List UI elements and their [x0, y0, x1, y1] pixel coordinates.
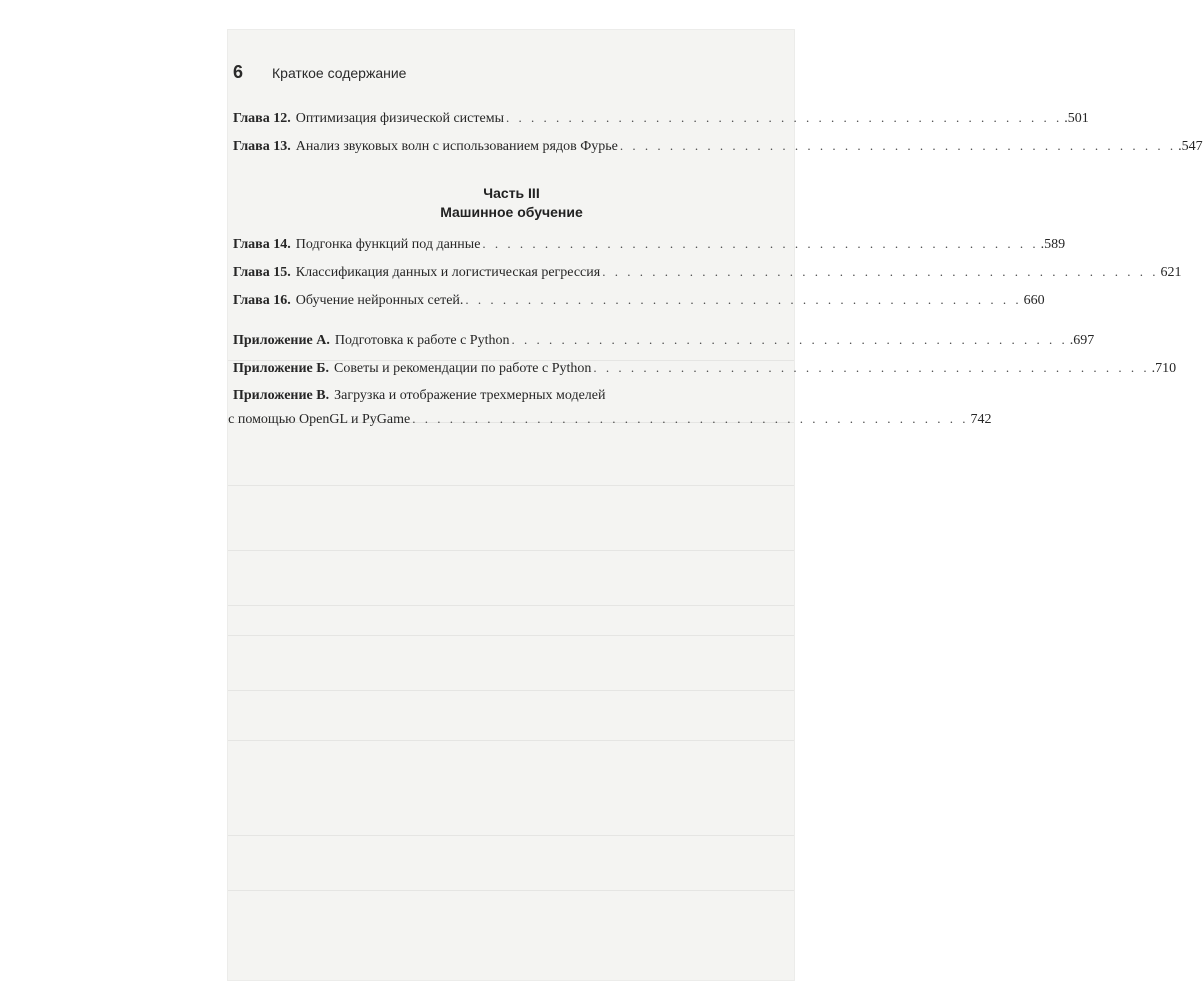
toc-entry[interactable] [228, 388, 992, 428]
appendix-title-line2: с помощью OpenGL и PyGame [228, 412, 411, 427]
appendix-label: Приложение В. [233, 388, 330, 403]
toc-entry[interactable] [233, 236, 1066, 264]
appendix-title: Подготовка к работе с Python [334, 333, 510, 348]
chapter-label: Глава 16. [233, 293, 291, 308]
dot-leader: . . . . . . . . . . . . . . . . . . . . . . . . . . . . . . . . . . . . . . . . . . . . . [412, 411, 969, 426]
dot-leader: . . . . . . . . . . . . . . . . . . . . . . . . . . . . . . . . . . . . . . . . . . . . . [619, 138, 1177, 153]
page-ref: 621 [1160, 265, 1182, 280]
appendix-label: Приложение Б. [233, 361, 330, 376]
dot-leader: . . . . . . . . . . . . . . . . . . . . . . . . . . . . . . . . . . . . . . . . . . . . . [593, 360, 1150, 375]
appendix-title: Советы и рекомендации по работе с Python [334, 361, 592, 376]
chapter-label: Глава 14. [233, 237, 291, 252]
page-ref: .501 [1064, 111, 1089, 126]
page-ref: 660 [1023, 293, 1045, 308]
dot-leader: . . . . . . . . . . . . . . . . . . . . . . . . . . . . . . . . . . . . . . . . . . . . . [465, 292, 1022, 307]
appendix-title-line1: Загрузка и отображение трехмерных моделей [334, 388, 606, 403]
page-header [233, 62, 407, 83]
bleed-through-line [228, 890, 794, 891]
bleed-through-line [228, 550, 794, 551]
toc-section-part3 [233, 236, 1182, 320]
chapter-title: Оптимизация физической системы [295, 111, 504, 126]
chapter-title: Классификация данных и логистическая регрессия [295, 265, 601, 280]
page-number: 6 [233, 62, 244, 82]
page-ref: .547 [1178, 139, 1203, 154]
bleed-through-line [228, 690, 794, 691]
part-title: Машинное обучение [440, 204, 583, 220]
dot-leader: . . . . . . . . . . . . . . . . . . . . . . . . . . . . . . . . . . . . . . . . . . . . . [482, 236, 1039, 251]
part-label: Часть III [483, 185, 540, 201]
chapter-title: Обучение нейронных сетей. [295, 293, 464, 308]
chapter-label: Глава 12. [233, 111, 291, 126]
bleed-through-line [228, 835, 794, 836]
book-page [228, 30, 794, 980]
dot-leader: . . . . . . . . . . . . . . . . . . . . . . . . . . . . . . . . . . . . . . . . . . . . . [511, 332, 1068, 347]
dot-leader: . . . . . . . . . . . . . . . . . . . . . . . . . . . . . . . . . . . . . . . . . . . . . [506, 110, 1063, 125]
page-ref: .697 [1069, 333, 1095, 348]
bleed-through-line [228, 740, 794, 741]
page-ref: .710 [1151, 361, 1177, 376]
toc-entry[interactable] [233, 264, 1182, 292]
chapter-label: Глава 13. [233, 139, 291, 154]
running-title: Краткое содержание [272, 65, 407, 81]
part-heading [233, 184, 790, 222]
toc-entry[interactable] [233, 360, 1177, 388]
toc-section-part2-end [233, 110, 1203, 166]
toc-entry[interactable] [233, 138, 1203, 166]
toc-section-appendices [228, 332, 1177, 428]
chapter-title: Подгонка функций под данные [295, 237, 481, 252]
appendix-title-line2-row [228, 411, 991, 428]
chapter-title: Анализ звуковых волн с использованием рядов Фурье [295, 139, 618, 154]
toc-entry[interactable] [233, 332, 1095, 360]
chapter-label: Глава 15. [233, 265, 291, 280]
bleed-through-line [228, 635, 794, 636]
bleed-through-line [228, 605, 794, 606]
page-ref: 742 [970, 412, 992, 427]
page-ref: .589 [1040, 237, 1066, 252]
toc-entry[interactable] [233, 110, 1089, 138]
bleed-through-line [228, 485, 794, 486]
toc-entry[interactable] [233, 292, 1045, 320]
appendix-label: Приложение А. [233, 333, 330, 348]
dot-leader: . . . . . . . . . . . . . . . . . . . . . . . . . . . . . . . . . . . . . . . . . . . . . [602, 264, 1159, 279]
